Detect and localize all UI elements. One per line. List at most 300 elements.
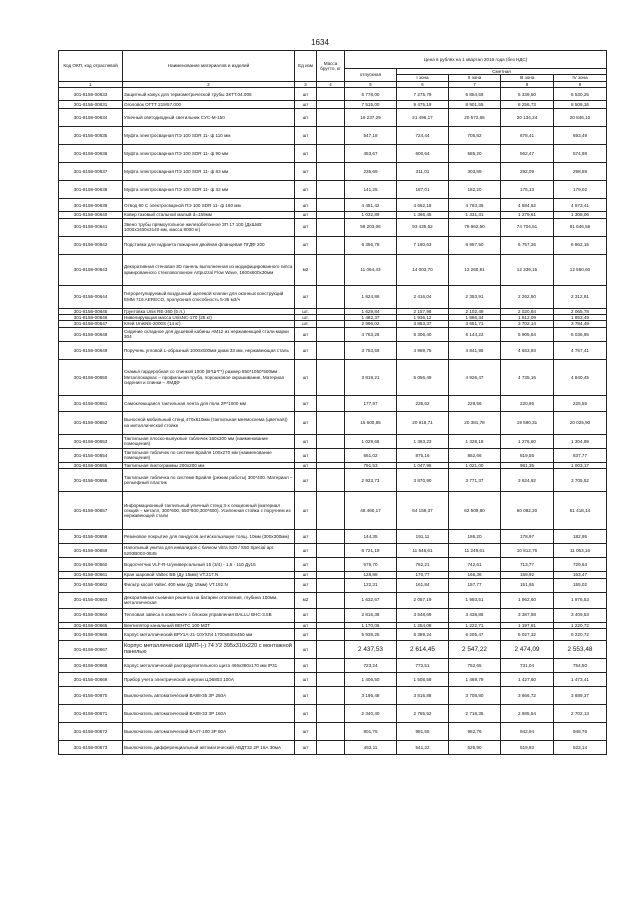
item-code: 301-8156-00658	[59, 530, 123, 544]
price-zone-1: 600,64	[397, 145, 449, 163]
item-mass	[317, 558, 345, 572]
item-unit: шт.	[295, 321, 317, 327]
item-code: 301-8156-00662	[59, 578, 123, 592]
item-code: 301-8156-00642	[59, 236, 123, 254]
price-zone-3: 713,77	[501, 558, 554, 572]
price-zone-3: 1 279,61	[501, 212, 554, 218]
price-zone-3: 178,97	[501, 530, 554, 544]
price-release: 48 460,17	[345, 492, 397, 530]
price-zone-3: 220,65	[501, 395, 554, 411]
table-row	[59, 411, 607, 434]
price-zone-4: 20 846,10	[554, 109, 607, 127]
item-name: Резиновое покрытие для пандусов антискользящее толщ. 10мм (300х300мм)	[123, 530, 295, 544]
price-zone-1: 11 546,61	[397, 544, 449, 558]
price-zone-1: 161,84	[397, 578, 449, 592]
table-row	[59, 127, 607, 145]
item-name: Самоклеющаяся тактильная лента для пола 2Р*1000 мм	[123, 395, 295, 411]
price-release: 2 340,40	[345, 705, 397, 723]
price-release: 58 203,06	[345, 218, 397, 236]
item-mass	[317, 448, 345, 462]
price-zone-3: 60 082,20	[501, 492, 554, 530]
item-name: Муфта электросварная ПЭ 100 SDR 11- ф 32 мм	[123, 181, 295, 199]
item-name: Корпус металлический ВРУ1А-21-10УХЛ4 1700х840х450 мм	[123, 629, 295, 641]
price-zone-4: 1 473,41	[554, 673, 607, 687]
item-mass	[317, 327, 345, 341]
price-zone-4: 6 862,15	[554, 236, 607, 254]
item-code: 301-8156-00669	[59, 673, 123, 687]
price-zone-3: 8 256,73	[501, 101, 554, 109]
item-name: Защитный кожух для термометрической трубы ЗКТТ.04.005	[123, 88, 295, 101]
item-name: Ковер газовый стальной малый d=159мм	[123, 212, 295, 218]
price-zone-3: 12 339,15	[501, 254, 554, 285]
price-zone-3: 151,65	[501, 578, 554, 592]
item-code: 301-8156-00650	[59, 359, 123, 395]
price-zone-4: 298,59	[554, 163, 607, 181]
item-code: 301-8156-00659	[59, 544, 123, 558]
item-name: Декоративная стеновая 3D панель выполненная из модифицированного гипса армированного стекловолокном Artpuzzal Flow Wave, 1600х600х30мм	[123, 254, 295, 285]
price-release: 791,53	[345, 462, 397, 468]
price-zone-4: 6 220,72	[554, 629, 607, 641]
price-release: 1 032,89	[345, 212, 397, 218]
item-unit: шт	[295, 572, 317, 578]
price-zone-4: 8 508,16	[554, 101, 607, 109]
price-zone-2: 1 886,34	[449, 315, 501, 321]
price-zone-4: 155,02	[554, 578, 607, 592]
price-zone-4: 1 853,49	[554, 315, 607, 321]
item-code: 301-8156-00673	[59, 741, 123, 755]
price-zone-2: 20 381,78	[449, 411, 501, 434]
price-release: 723,24	[345, 659, 397, 673]
item-code: 301-8156-00638	[59, 181, 123, 199]
table-row	[59, 705, 607, 723]
item-name: Тактильная табличек по системе Брайля 100х270 мм (наименование помещения)	[123, 448, 295, 462]
item-name: Нивелирующая масса UnisNC-170 (25 кг)	[123, 315, 295, 321]
item-unit: шт	[295, 544, 317, 558]
price-zone-3: 4 735,16	[501, 359, 554, 395]
price-zone-1: 2 416,04	[397, 285, 449, 308]
price-zone-2: 78 962,50	[449, 218, 501, 236]
item-code: 301-8156-00633	[59, 88, 123, 101]
price-zone-4: 3 689,37	[554, 687, 607, 705]
table-row	[59, 629, 607, 641]
item-unit: шт	[295, 448, 317, 462]
item-code: 301-8156-00641	[59, 218, 123, 236]
price-zone-1: 1 363,23	[397, 434, 449, 448]
price-zone-3: 4 653,93	[501, 341, 554, 359]
item-name: Отвод 90 С электросварной ПЭ 100 SDR 11- ф 160 мм	[123, 199, 295, 212]
price-zone-2: 20 572,65	[449, 109, 501, 127]
item-code: 301-8156-00663	[59, 592, 123, 608]
price-zone-1: 3 853,37	[397, 321, 449, 327]
price-zone-2: 1 331,31	[449, 212, 501, 218]
item-mass	[317, 285, 345, 308]
item-code: 301-8156-00634	[59, 109, 123, 127]
item-mass	[317, 578, 345, 592]
table-row	[59, 285, 607, 308]
price-zone-4: 12 560,60	[554, 254, 607, 285]
price-release: 122,31	[345, 578, 397, 592]
price-release: 1 824,86	[345, 285, 397, 308]
price-release: 2 437,53	[345, 641, 397, 659]
item-name: Муфта электросварная ПЭ 100 SDR 11- ф 110 мм	[123, 127, 295, 145]
price-zone-4: 4 673,41	[554, 199, 607, 212]
table-row	[59, 163, 607, 181]
price-zone-1: 1 254,08	[397, 622, 449, 628]
item-name: Звено трубы прямоугольное железобетонное ЗП 17.100 (ДхШхВ: 1000х3400х3140 мм, масса 8000 кг)	[123, 218, 295, 236]
item-code: 301-8156-00637	[59, 163, 123, 181]
item-unit: шт.	[295, 308, 317, 314]
price-zone-1: 541,22	[397, 741, 449, 755]
price-release: 16 237,29	[345, 109, 397, 127]
header-zone-4: IV зона	[554, 75, 607, 81]
price-zone-4: 837,77	[554, 448, 607, 462]
item-unit: шт	[295, 88, 317, 101]
price-zone-4: 948,76	[554, 723, 607, 741]
item-code: 301-8156-00655	[59, 462, 123, 468]
price-zone-1: 724,44	[397, 127, 449, 145]
table-row	[59, 434, 607, 448]
price-release: 1 029,66	[345, 434, 397, 448]
item-unit: шт	[295, 109, 317, 127]
price-zone-1: 3 816,88	[397, 687, 449, 705]
price-zone-3: 6 339,50	[501, 88, 554, 101]
item-unit: шт	[295, 411, 317, 434]
price-zone-2: 166,36	[449, 572, 501, 578]
price-zone-2: 3 651,71	[449, 321, 501, 327]
price-zone-2: 1 328,18	[449, 434, 501, 448]
price-zone-4: 523,14	[554, 741, 607, 755]
price-release: 1 482,37	[345, 315, 397, 321]
item-code: 301-8156-00661	[59, 572, 123, 578]
price-release: 15 600,85	[345, 411, 397, 434]
price-zone-3: 3 702,14	[501, 321, 554, 327]
item-unit: шт	[295, 181, 317, 199]
price-release: 177,97	[345, 395, 397, 411]
item-unit: шт	[295, 359, 317, 395]
item-mass	[317, 181, 345, 199]
item-code: 301-8156-00671	[59, 705, 123, 723]
price-zone-3: 1 962,60	[501, 592, 554, 608]
item-unit: шт	[295, 236, 317, 254]
price-zone-3: 6 757,26	[501, 236, 554, 254]
item-mass	[317, 109, 345, 127]
price-zone-2: 3 771,37	[449, 469, 501, 492]
price-zone-3: 19 590,31	[501, 411, 554, 434]
item-code: 301-8156-00667	[59, 641, 123, 659]
price-zone-1: 170,77	[397, 572, 449, 578]
item-name: Фильтр косой Valtec 400 мкм (Ду 15мм) VT.192.N	[123, 578, 295, 592]
price-zone-1: 7 275,79	[397, 88, 449, 101]
price-zone-2: 742,61	[449, 558, 501, 572]
price-release: 453,11	[345, 741, 397, 755]
item-code: 301-8156-00640	[59, 212, 123, 218]
item-name: Уличный светодиодный светильник СУС-М-150	[123, 109, 295, 127]
table-row	[59, 530, 607, 544]
price-zone-3: 4 584,62	[501, 199, 554, 212]
price-release: 453,67	[345, 145, 397, 163]
price-zone-3: 1 197,61	[501, 622, 554, 628]
table-row	[59, 395, 607, 411]
price-zone-1: 14 003,70	[397, 254, 449, 285]
price-release: 4 763,26	[345, 327, 397, 341]
item-unit: м2	[295, 592, 317, 608]
price-zone-2: 8 901,55	[449, 101, 501, 109]
price-zone-1: 235,62	[397, 395, 449, 411]
table-row	[59, 723, 607, 741]
item-mass	[317, 641, 345, 659]
column-index-4: 4	[317, 81, 345, 87]
item-code: 301-8156-00649	[59, 341, 123, 359]
price-zone-4: 20 025,90	[554, 411, 607, 434]
price-rows	[59, 88, 607, 755]
item-name: Корпус металлический распределительного щита 466х380х170 мм IP31	[123, 659, 295, 673]
item-code: 301-8156-00665	[59, 622, 123, 628]
price-zone-2: 4 763,35	[449, 199, 501, 212]
header-code: Код ОКП, код отраслевой	[59, 51, 123, 82]
price-zone-1: 2 157,98	[397, 308, 449, 314]
item-mass	[317, 163, 345, 181]
price-zone-4: 3 409,53	[554, 608, 607, 622]
price-zone-2: 6 957,50	[449, 236, 501, 254]
item-name: Корпус металлический ЩМП-(-) 74 У2 395х310х220 с монтажной панелью	[123, 641, 295, 659]
price-zone-1: 2 765,52	[397, 705, 449, 723]
price-release: 144,35	[345, 530, 397, 544]
item-name: Тактильная пиктограммы 200х200 мм	[123, 462, 295, 468]
item-unit: шт	[295, 218, 317, 236]
price-zone-1: 21 496,17	[397, 109, 449, 127]
item-name: Сидение складное для душевой кабины AM12 из нержавеющей стали марки 304	[123, 327, 295, 341]
price-table	[58, 50, 607, 755]
price-zone-1: 1 936,12	[397, 315, 449, 321]
header-price-group: Цена в рублях на 1 квартал 2016 года (без НДС)	[345, 51, 607, 69]
price-zone-2: 182,20	[449, 181, 501, 199]
price-zone-4: 61 418,14	[554, 492, 607, 530]
table-row	[59, 254, 607, 285]
item-name: Тактильная табличка по системе Брайля (режим работы) 300*400. Материал – рельефный пластик	[123, 469, 295, 492]
table-row	[59, 359, 607, 395]
item-mass	[317, 741, 345, 755]
price-zone-2: 1 469,79	[449, 673, 501, 687]
price-zone-1: 1 508,58	[397, 673, 449, 687]
price-release: 3 195,48	[345, 687, 397, 705]
price-zone-3: 942,94	[501, 723, 554, 741]
price-zone-3: 20 134,24	[501, 109, 554, 127]
price-zone-4: 3 784,49	[554, 321, 607, 327]
table-row	[59, 145, 607, 163]
item-name: Кран шаровой Valtec BB (Ду 15мм) VT.217.N	[123, 572, 295, 578]
price-zone-2: 4 926,47	[449, 359, 501, 395]
price-zone-2: 157,77	[449, 578, 501, 592]
table-row	[59, 101, 607, 109]
table-row	[59, 181, 607, 199]
price-zone-2: 6 854,59	[449, 88, 501, 101]
item-unit: шт	[295, 469, 317, 492]
price-zone-4: 1 976,53	[554, 592, 607, 608]
item-name: Поручень угловой L-образный 1000х500мм диам 33 мм, нержавеющая сталь	[123, 341, 295, 359]
price-zone-2: 1 222,71	[449, 622, 501, 628]
item-mass	[317, 101, 345, 109]
price-zone-3: 5 905,64	[501, 327, 554, 341]
price-zone-2: 229,56	[449, 395, 501, 411]
item-code: 301-8156-00645	[59, 308, 123, 314]
item-mass	[317, 687, 345, 705]
item-unit: шт	[295, 659, 317, 673]
price-zone-3: 2 474,09	[501, 641, 554, 659]
price-zone-3: 3 624,92	[501, 469, 554, 492]
item-mass	[317, 673, 345, 687]
price-zone-1: 7 180,63	[397, 236, 449, 254]
item-mass	[317, 145, 345, 163]
price-zone-3: 6 027,32	[501, 629, 554, 641]
item-code: 301-8156-00643	[59, 254, 123, 285]
item-mass	[317, 395, 345, 411]
price-zone-4: 182,95	[554, 530, 607, 544]
price-zone-1: 1 047,95	[397, 462, 449, 468]
column-index-1: 1	[59, 81, 123, 87]
item-mass	[317, 411, 345, 434]
price-zone-4: 1 304,99	[554, 434, 607, 448]
price-release: 6 356,78	[345, 236, 397, 254]
price-release: 661,02	[345, 448, 397, 462]
item-code: 301-8156-00652	[59, 411, 123, 434]
table-row	[59, 558, 607, 572]
item-name: Тепловая завеса в комплекте с блоком управления BALLU BHC-3.5В	[123, 608, 295, 622]
price-zone-4: 3 705,52	[554, 469, 607, 492]
item-unit: м2	[295, 254, 317, 285]
price-zone-3: 10 812,76	[501, 544, 554, 558]
item-code: 301-8156-00631	[59, 101, 123, 109]
item-name: Вентилятор канальный ВЕНТС 100 МЗТ	[123, 622, 295, 628]
price-zone-4: 1 220,72	[554, 622, 607, 628]
item-unit: шт	[295, 530, 317, 544]
price-release: 2 996,02	[345, 321, 397, 327]
price-zone-3: 2 262,50	[501, 285, 554, 308]
item-name: Прибор учета электрической энергии ЦЭ6803 100А	[123, 673, 295, 687]
column-index-2: 2	[123, 81, 295, 87]
table-row	[59, 327, 607, 341]
price-zone-3: 2 020,84	[501, 308, 554, 314]
price-zone-3: 562,47	[501, 145, 554, 163]
header-zone-3: III зона	[501, 75, 554, 81]
price-release: 1 632,67	[345, 592, 397, 608]
price-zone-4: 574,98	[554, 145, 607, 163]
price-release: 801,75	[345, 723, 397, 741]
price-zone-3: 1 427,60	[501, 673, 554, 687]
price-zone-3: 819,55	[501, 448, 554, 462]
item-unit: шт	[295, 558, 317, 572]
item-code: 301-8156-00647	[59, 321, 123, 327]
item-name: Клей UnisNS-2000S (14 кг)	[123, 321, 295, 327]
item-mass	[317, 127, 345, 145]
price-zone-3: 519,93	[501, 741, 554, 755]
item-unit: шт	[295, 163, 317, 181]
price-zone-2: 752,65	[449, 659, 501, 673]
item-code: 301-8156-00660	[59, 558, 123, 572]
item-mass	[317, 199, 345, 212]
price-release: 2 816,38	[345, 608, 397, 622]
price-release: 2 923,73	[345, 469, 397, 492]
item-code: 301-8156-00646	[59, 315, 123, 321]
price-zone-4: 4 757,41	[554, 341, 607, 359]
table-row	[59, 492, 607, 530]
column-index-6: 6	[397, 81, 449, 87]
price-release: 8 721,19	[345, 544, 397, 558]
column-index-3: 3	[295, 81, 317, 87]
item-name: Выключатель автоматический ВА88-33 3Р 160А	[123, 705, 295, 723]
price-release: 7 515,00	[345, 101, 397, 109]
price-zone-2: 852,66	[449, 448, 501, 462]
price-zone-1: 6 306,40	[397, 327, 449, 341]
item-name: Водосчетчик VLF-R-U/универсальный 15 (3/4) - 1,5 - 110 Ду15	[123, 558, 295, 572]
price-zone-1: 6 389,24	[397, 629, 449, 641]
column-index-9: 9	[554, 81, 607, 87]
item-code: 301-8156-00648	[59, 327, 123, 341]
price-zone-1: 2 057,19	[397, 592, 449, 608]
price-release: 5 938,25	[345, 629, 397, 641]
header-mass: Масса брутто, кг	[317, 51, 345, 82]
item-code: 301-8156-00672	[59, 723, 123, 741]
price-zone-2: 6 144,23	[449, 327, 501, 341]
price-release: 1 629,84	[345, 308, 397, 314]
price-zone-1: 187,01	[397, 181, 449, 199]
item-name: Выключатель автоматический ВА88-35 3Р 250А	[123, 687, 295, 705]
item-unit: шт	[295, 341, 317, 359]
item-mass	[317, 659, 345, 673]
price-release: 235,69	[345, 163, 397, 181]
price-release: 3 819,21	[345, 359, 397, 395]
item-unit: шт	[295, 687, 317, 705]
price-zone-4: 4 840,45	[554, 359, 607, 395]
price-zone-3: 292,09	[501, 163, 554, 181]
item-mass	[317, 592, 345, 608]
price-zone-1: 64 159,37	[397, 492, 449, 530]
price-zone-2: 525,90	[449, 741, 501, 755]
price-zone-3: 175,13	[501, 181, 554, 199]
column-index-7: 7	[449, 81, 501, 87]
item-mass	[317, 492, 345, 530]
price-zone-1: 311,01	[397, 163, 449, 181]
price-zone-2: 62 509,80	[449, 492, 501, 530]
price-zone-2: 1 021,00	[449, 462, 501, 468]
item-mass	[317, 544, 345, 558]
item-code: 301-8156-00644	[59, 285, 123, 308]
price-zone-2: 303,89	[449, 163, 501, 181]
price-zone-1: 762,21	[397, 558, 449, 572]
item-unit: шт	[295, 629, 317, 641]
header-release: отпускная	[345, 69, 397, 82]
item-unit: шт	[295, 145, 317, 163]
price-zone-3: 74 704,61	[501, 218, 554, 236]
table-row	[59, 687, 607, 705]
price-zone-1: 20 918,71	[397, 411, 449, 434]
price-release: 5 778,00	[345, 88, 397, 101]
item-mass	[317, 434, 345, 448]
price-zone-3: 1 812,09	[501, 315, 554, 321]
price-zone-4: 225,55	[554, 395, 607, 411]
item-unit: шт.	[295, 315, 317, 321]
price-zone-4: 2 065,78	[554, 308, 607, 314]
item-name: Выключатель дифференциальный автоматический АВДТ32 2Р 16А 30мА	[123, 741, 295, 755]
price-zone-1: 772,51	[397, 659, 449, 673]
item-name: Выносной мобильный стенд 470х610мм (тактильная мнемосхема (цветная)) на металлической стойке	[123, 411, 295, 434]
item-mass	[317, 629, 345, 641]
price-zone-3: 678,41	[501, 127, 554, 145]
item-mass	[317, 341, 345, 359]
price-zone-3: 2 685,54	[501, 705, 554, 723]
price-zone-1: 4 652,18	[397, 199, 449, 212]
price-zone-2: 2 353,91	[449, 285, 501, 308]
price-zone-2: 13 260,81	[449, 254, 501, 285]
